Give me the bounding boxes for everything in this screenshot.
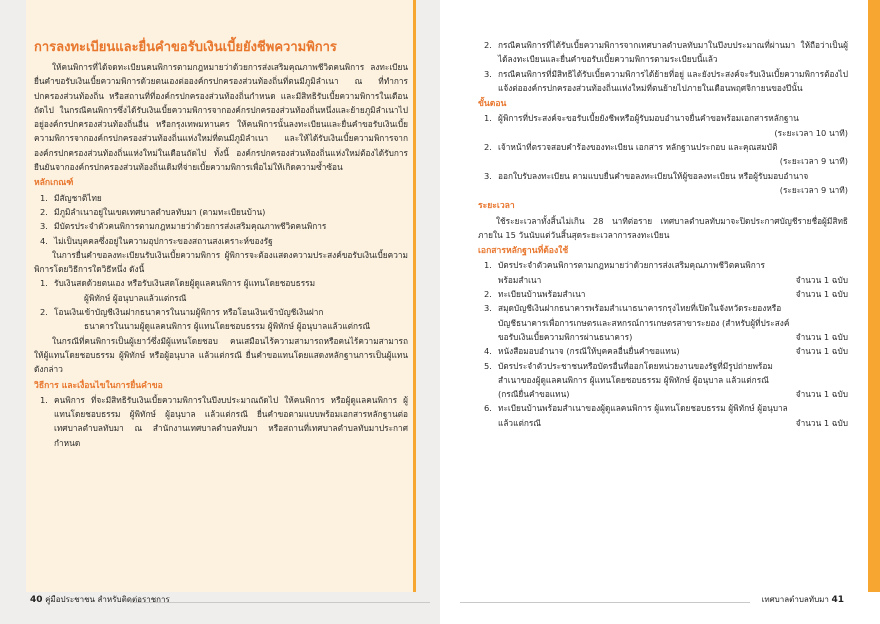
document-quantity: จำนวน 1 ฉบับ [795, 331, 848, 342]
page-edge-tab [868, 0, 880, 592]
document-item: 6. ทะเบียนบ้านพร้อมสำเนาของผู้ดูแลคนพิการ ผู้แทนโดยชอบธรรม ผู้พิทักษ์ ผู้อนุบาล แล้วแต่กรณี จำนวน 1 ฉบับ [478, 401, 848, 430]
payment-method-list [34, 276, 408, 333]
step-item: 2. เจ้าหน้าที่ตรวจสอบคำร้องของทะเบียน เอกสาร หลักฐานประกอบ และคุณสมบัติ (ระยะเวลา 9 นาที) [478, 140, 848, 169]
method-item: 2. กรณีคนพิการที่ได้รับเบี้ยความพิการจากเทศบาลตำบลทับมาในปีงบประมาณที่ผ่านมา ให้ถือว่าเป็นผู้ได้ลงทะเบียนและยื่นคำขอรับเบี้ยความพิการตามระเบียบนี้แล้ว [484, 40, 848, 65]
payment-method-item: 1. รับเงินสดด้วยตนเอง หรือรับเงินสดโดยผู้ดูแลคนพิการ ผู้แทนโดยชอบธรรม ผู้พิทักษ์ ผู้อนุบาลแล้วแต่กรณี [40, 278, 316, 303]
page-title: การลงทะเบียนและยื่นคำขอรับเงินเบี้ยยังชีพความพิการ [34, 40, 337, 55]
step-item: 1. ผู้พิการที่ประสงค์จะขอรับเบี้ยยังชีพหรือผู้รับมอบอำนาจยื่นคำขอพร้อมเอกสารหลักฐาน (ระยะเวลา 10 นาที) [478, 111, 848, 140]
step-duration: (ระยะเวลา 9 นาที) [779, 184, 848, 195]
proxy-note: ในกรณีที่คนพิการเป็นผู้เยาว์ซึ่งมีผู้แทนโดยชอบ คนเสมือนไร้ความสามารถหรือคนไร้ความสามารถ ให้ผู้แทนโดยชอบธรรม ผู้พิทักษ์ หรือผู้อนุบาล แล้วแต่กรณี ยื่นคำขอแทนโดยแสดงหลักฐานการเป็นผู้แทนดังกล่าว [34, 335, 408, 375]
intro-paragraph: ให้คนพิการที่ได้จดทะเบียนคนพิการตามกฎหมายว่าด้วยการส่งเสริมคุณภาพชีวิตคนพิการ ลงทะเบียนยื่นคำขอรับเงินเบี้ยความพิการด้วยตนเองต่อองค์กรปกครองส่วนท้องถิ่นที่ตนมีภูมิลำเนา ณ ที่ทำการปกครองส่วนท้องถิ่น หรือสถานที่ที่องค์กรปกครองส่วนท้องถิ่นกำหนด และมีสิทธิรับเบี้ยความพิการในเดือนถัดไป ในกรณีคนพิการซึ่งได้รับเงินเบี้ยความพิการจากองค์กรปกครองส่วนท้องถิ่นหนึ่งและย้ายภูมิลำเนาไปอยู่องค์กรปกครองส่วนท้องถิ่นอื่น หรือกรุงเทพมหานคร ให้คนพิการนั้นลงทะเบียนและยื่นคำขอรับเงินเบี้ยความพิการจากองค์กรปกครองส่วนท้องถิ่นแห่งใหม่ที่ตนมีภูมิลำเนา และให้ได้รับเงินเบี้ยความพิการจากองค์กรปกครองส่วนท้องถิ่นแห่งใหม่ในเดือนถัดไป ทั้งนี้ องค์กรปกครองส่วนท้องถิ่นแห่งใหม่ต้องได้รับการยืนยันจากองค์กรปกครองส่วนท้องถิ่นเดิมที่จ่ายเบี้ยความพิการเพื่อไม่ให้เกิดความซ้ำซ้อน [34, 62, 408, 173]
footer-rule-right [460, 602, 750, 603]
steps-heading: ขั้นตอน [478, 99, 507, 110]
payment-method-item: 2. โอนเงินเข้าบัญชีเงินฝากธนาคารในนามผู้พิการ หรือโอนเงินเข้าบัญชีเงินฝาก ธนาคารในนามผู้ดูแลคนพิการ ผู้แทนโดยชอบธรรม ผู้พิทักษ์ ผู้อนุบาลแล้วแต่กรณี [40, 307, 371, 332]
footer-left-text: คู่มือประชาชน สำหรับติดต่อราชการ [45, 595, 170, 604]
right-content [478, 38, 848, 430]
document-item: 5. บัตรประจำตัวประชาชนหรือบัตรอื่นที่ออกโดยหน่วยงานของรัฐที่มีรูปถ่ายพร้อม สำเนาของผู้ดูแลคนพิการ ผู้แทนโดยชอบธรรม ผู้พิทักษ์ ผู้อนุบาล แล้วแต่กรณี (กรณียื่นคำขอแทน) จำนวน 1 ฉบับ [478, 359, 848, 402]
document-quantity: จำนวน 1 ฉบับ [795, 289, 848, 300]
method-list [34, 393, 408, 450]
criteria-heading: หลักเกณฑ์ [34, 178, 74, 189]
duration-heading: ระยะเวลา [478, 201, 515, 212]
criteria-list [34, 191, 408, 248]
page-number-right: 41 [831, 595, 844, 605]
step-item: 3. ออกใบรับลงทะเบียน ตามแบบยื่นคำขอลงทะเบียนให้ผู้ขอลงทะเบียน หรือผู้รับมอบอำนาจ (ระยะเวลา 9 นาที) [478, 169, 848, 198]
document-item: 3. สมุดบัญชีเงินฝากธนาคารพร้อมสำเนาธนาคารกรุงไทยที่เปิดในจังหวัดระยองหรือ บัญชีธนาคารเพื่อการเกษตรและสหกรณ์การเกษตรสาขาระยอง (สำหรับผู้ที่ประสงค์ ขอรับเงินเบี้ยความพิการผ่านธนาคาร) จำนวน 1 ฉบับ [478, 301, 848, 344]
footer-right [762, 594, 844, 606]
step-duration: (ระยะเวลา 9 นาที) [779, 156, 848, 167]
document-item: 1. บัตรประจำตัวคนพิการตามกฎหมายว่าด้วยการส่งเสริมคุณภาพชีวิตคนพิการ พร้อมสำเนา จำนวน 1 ฉบับ [478, 258, 848, 287]
document-quantity: จำนวน 1 ฉบับ [795, 389, 848, 400]
method-list-continued [478, 38, 848, 95]
document-quantity: จำนวน 1 ฉบับ [795, 346, 848, 357]
criteria-item: 3. มีบัตรประจำตัวคนพิการตามกฎหมายว่าด้วยการส่งเสริมคุณภาพชีวิตคนพิการ [40, 221, 327, 232]
criteria-item: 4. ไม่เป็นบุคคลซึ่งอยู่ในความอุปการะของสถานสงเคราะห์ของรัฐ [40, 235, 273, 246]
left-content [34, 38, 408, 450]
method-item: 1. คนพิการ ที่จะมีสิทธิรับเงินเบี้ยความพิการในปีงบประมาณถัดไป ให้คนพิการ หรือผู้ดูแลคนพิการ ผู้แทนโดยชอบธรรม ผู้พิทักษ์ ผู้อนุบาล แล้วแต่กรณี ยื่นคำขอตามแบบพร้อมเอกสารหลักฐานต่อเทศบาลตำบลทับมา ณ สำนักงานเทศบาลตำบลทับมา หรือสถานที่เทศบาลตำบลทับมาประกาศกำหนด [40, 394, 408, 448]
documents-list [478, 258, 848, 430]
footer-left [30, 594, 170, 606]
method-heading: วิธีการ และเงื่อนไขในการยื่นคำขอ [34, 380, 163, 391]
duration-text: ใช้ระยะเวลาทั้งสิ้นไม่เกิน 28 นาทีต่อราย เทศบาลตำบลทับมาจะปิดประกาศบัญชีรายชื่อผู้มีสิทธิภายใน 15 วันนับแต่วันสิ้นสุดระยะเวลาการลงทะเบียน [478, 215, 848, 240]
page-number-left: 40 [30, 595, 43, 605]
payment-intro: ในการยื่นคำขอลงทะเบียนรับเงินเบี้ยความพิการ ผู้พิการจะต้องแสดงความประสงค์ขอรับเงินเบี้ยความพิการโดยวิธีการใดวิธีหนึ่ง ดังนี้ [34, 249, 408, 275]
documents-heading: เอกสารหลักฐานที่ต้องใช้ [478, 246, 569, 257]
steps-list [478, 111, 848, 197]
document-item: 2. ทะเบียนบ้านพร้อมสำเนา จำนวน 1 ฉบับ [478, 287, 848, 301]
footer-rule-left [130, 602, 430, 603]
criteria-item: 2. มีภูมิลำเนาอยู่ในเขตเทศบาลตำบลทับมา (ตามทะเบียนบ้าน) [40, 206, 266, 217]
criteria-item: 1. มีสัญชาติไทย [40, 192, 102, 203]
method-item: 3. กรณีคนพิการที่มีสิทธิได้รับเบี้ยความพิการได้ย้ายที่อยู่ และยังประสงค์จะรับเงินเบี้ยความพิการต้องไปแจ้งต่อองค์กรปกครองส่วนท้องถิ่นแห่งใหม่ที่ตนย้ายไปภายในเดือนพฤศจิกายนของปีนั้น [484, 68, 848, 93]
footer-right-text: เทศบาลตำบลทับมา [761, 595, 829, 604]
document-quantity: จำนวน 1 ฉบับ [795, 274, 848, 285]
step-duration: (ระยะเวลา 10 นาที) [774, 127, 848, 138]
document-quantity: จำนวน 1 ฉบับ [795, 417, 848, 428]
document-item: 4. หนังสือมอบอำนาจ (กรณีให้บุคคลอื่นยื่นคำขอแทน) จำนวน 1 ฉบับ [478, 344, 848, 358]
